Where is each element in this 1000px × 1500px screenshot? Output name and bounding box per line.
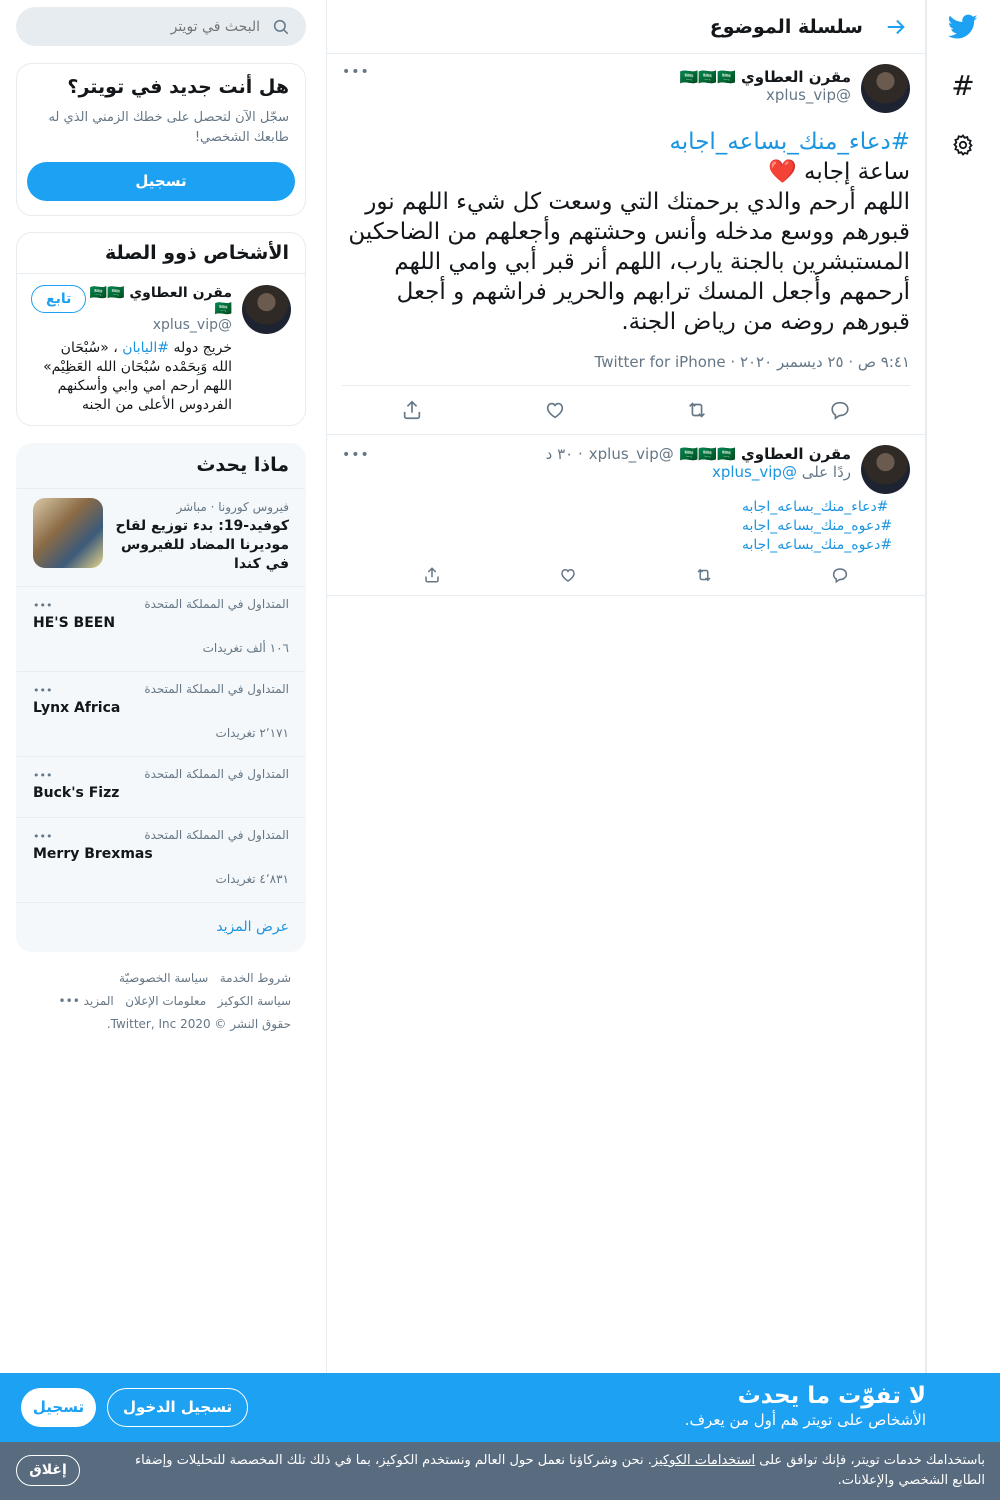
footer-link[interactable]: معلومات الإعلان <box>125 994 207 1008</box>
reply-icon[interactable] <box>820 390 860 430</box>
signup-banner <box>0 1373 1000 1442</box>
replying-prefix: ردًا على <box>801 463 851 481</box>
close-cookie-button[interactable]: إغلاق <box>16 1455 80 1486</box>
signup-text: سجّل الآن لتحصل على خطك الزمني الذي له طابعك الشخصي! <box>48 110 289 145</box>
replying-handle[interactable]: @xplus_vip <box>711 463 797 481</box>
trend-more-icon[interactable]: ••• <box>33 599 53 612</box>
explore-hashtag-icon[interactable]: # <box>951 68 975 102</box>
trend-context: المتداول في المملكة المتحدة <box>144 767 289 781</box>
trends-card <box>16 443 306 952</box>
signup-button[interactable]: تسجيل <box>27 162 295 201</box>
more-options-icon[interactable]: ••• <box>342 447 370 463</box>
trend-count: ٢٬١٧١ تغريدات <box>215 726 289 740</box>
bio-text: خريج دوله <box>173 340 232 356</box>
like-icon[interactable] <box>548 555 588 595</box>
author-name[interactable]: مقرن العطاوي 🇸🇦🇸🇦🇸🇦 <box>679 445 851 463</box>
cookie-bar <box>0 1442 1000 1500</box>
trend-count: ١٠٦ ألف تغريدات <box>202 641 289 655</box>
trend-context: المتداول في المملكة المتحدة <box>144 828 289 842</box>
trend-name: Merry Brexmas <box>33 846 153 862</box>
login-button[interactable]: تسجيل الدخول <box>107 1388 248 1427</box>
trend-featured[interactable] <box>17 488 305 586</box>
back-arrow-icon[interactable] <box>885 16 907 38</box>
author-handle[interactable]: @xplus_vip <box>766 86 851 104</box>
share-icon[interactable] <box>412 555 452 595</box>
replying-to <box>342 463 851 481</box>
trend-name: HE'S BEEN <box>33 615 116 631</box>
trend-item[interactable] <box>17 586 305 671</box>
search-box[interactable] <box>16 7 306 46</box>
avatar[interactable] <box>242 285 291 334</box>
avatar[interactable] <box>861 445 910 494</box>
search-input[interactable] <box>60 19 260 35</box>
banner-subtitle: الأشخاص على تويتر هم أول من يعرف. <box>684 1411 926 1429</box>
cookie-text-after: . نحن وشركاؤنا نعمل حول العالم ونستخدم الكوكيز، بما في ذلك تلك المخصصة للتحليلات وإضفاء الطابع الشخصي والإعلانات. <box>134 1453 985 1488</box>
more-options-icon[interactable]: ••• <box>342 64 370 80</box>
footer-link[interactable]: سياسة الكوكيز <box>217 994 291 1008</box>
follow-button[interactable]: تابع <box>31 285 86 313</box>
reply-icon[interactable] <box>820 555 860 595</box>
show-more-link[interactable]: عرض المزيد <box>17 902 305 951</box>
page-title: سلسلة الموضوع <box>709 15 863 38</box>
trend-more-icon[interactable]: ••• <box>33 769 53 782</box>
footer-link[interactable]: شروط الخدمة <box>219 971 291 985</box>
tweet-actions <box>342 555 910 595</box>
signup-card <box>16 63 306 216</box>
trend-name: Buck's Fizz <box>33 785 120 801</box>
relevant-title: الأشخاص ذوو الصلة <box>17 233 305 274</box>
sidebar <box>16 0 306 1036</box>
tweet-meta: ٩:٤١ ص · ٢٥ ديسمبر ٢٠٢٠ · Twitter for iPhone <box>342 353 910 386</box>
trend-item[interactable] <box>17 756 305 817</box>
banner-signup-button[interactable]: تسجيل <box>21 1388 96 1427</box>
footer-row <box>31 990 291 1013</box>
person-bio <box>31 339 232 415</box>
reply-tweet[interactable] <box>327 435 925 596</box>
relevant-people-card <box>16 232 306 426</box>
person-handle[interactable]: @xplus_vip <box>152 317 232 333</box>
bio-text: ، «سُبْحَان الله وَبِحَمْده سُبْحَان الله العَظِيْم» اللهم ارحم امي وابي وأسكنهم الفردوس الأعلى من الجنه <box>43 340 232 413</box>
trend-context: المتداول في المملكة المتحدة <box>144 682 289 696</box>
author-name[interactable]: مقرن العطاوي 🇸🇦🇸🇦🇸🇦 <box>679 68 851 86</box>
relevant-person[interactable] <box>17 274 305 425</box>
footer <box>16 952 306 1036</box>
main-column <box>326 0 926 1500</box>
twitter-logo-icon[interactable] <box>942 6 984 48</box>
footer-row <box>31 967 291 990</box>
cookie-link[interactable]: استخدامات الكوكيز <box>651 1453 756 1468</box>
bio-hashtag[interactable]: #اليابان <box>122 340 170 356</box>
person-name[interactable]: مقرن العطاوي 🇸🇦🇸🇦🇸🇦 <box>89 285 232 317</box>
search-icon <box>272 18 290 36</box>
tweet-hashtag[interactable]: #دعاء_منك_بساعه_اجابه <box>669 129 910 155</box>
trend-item[interactable] <box>17 817 305 902</box>
tweet-text: اللهم أرحم والدي برحمتك التي وسعت كل شيء اللهم نور قبورهم ووسع مدخله وأنس وحشتهم وأجعلهم من الضاحكين المستبشرين بالجنة يارب، اللهم أنر قبر أبي وامي اللهم أرحمهم وأجعل المسك ترابهم والحرير فراشهم و أجعل قبورهم روضه من رياض الجنة. <box>348 189 910 335</box>
trend-more-icon[interactable]: ••• <box>33 684 53 697</box>
trend-context: المتداول في المملكة المتحدة <box>144 597 289 611</box>
thread-header <box>327 0 925 54</box>
nav-rail <box>926 0 1000 1500</box>
cookie-text-before: باستخدامك خدمات تويتر، فإنك توافق على <box>759 1453 985 1468</box>
author-handle[interactable]: @xplus_vip <box>588 445 674 463</box>
reply-hashtag[interactable]: #دعاء_منك_بساعه_اجابه <box>742 499 889 515</box>
reply-hashtag[interactable]: #دعوه_منك_بساعه_اجابه <box>742 518 893 534</box>
like-icon[interactable] <box>535 390 575 430</box>
trends-title: ماذا يحدث <box>196 454 289 476</box>
footer-link[interactable]: المزيد ••• <box>58 994 114 1008</box>
signup-title: هل أنت جديد في تويتر؟ <box>67 76 289 98</box>
banner-title: لا تفوّت ما يحدث <box>737 1383 926 1409</box>
main-tweet <box>327 54 925 435</box>
tweet-actions <box>342 386 910 434</box>
avatar[interactable] <box>861 64 910 113</box>
cookie-text <box>102 1451 985 1491</box>
footer-link[interactable]: سياسة الخصوصيّة <box>119 971 209 985</box>
settings-gear-icon[interactable] <box>942 124 984 166</box>
trend-name: Lynx Africa <box>33 700 121 716</box>
retweet-icon[interactable] <box>677 390 717 430</box>
trend-thumbnail-image[interactable] <box>33 498 103 568</box>
reply-hashtag[interactable]: #دعوه_منك_بساعه_اجابه <box>742 537 893 553</box>
trend-count: ٤٬٨٣١ تغريدات <box>215 872 289 886</box>
tweet-time[interactable]: · ٣٠ د <box>545 445 583 463</box>
reply-hashtags <box>342 498 910 555</box>
trend-item[interactable] <box>17 671 305 756</box>
trend-more-icon[interactable]: ••• <box>33 830 53 843</box>
trend-context: فيروس كورونا · مباشر <box>176 500 289 514</box>
tweet-line: ساعة إجابه ❤️ <box>768 159 910 185</box>
copyright: حقوق النشر © 2020 Twitter, Inc. <box>106 1017 291 1031</box>
share-icon[interactable] <box>392 390 432 430</box>
trend-headline: كوفيد-19: بدء توزيع لقاح موديرنا المضاد للفيروس في كندا <box>115 518 289 572</box>
retweet-icon[interactable] <box>684 555 724 595</box>
